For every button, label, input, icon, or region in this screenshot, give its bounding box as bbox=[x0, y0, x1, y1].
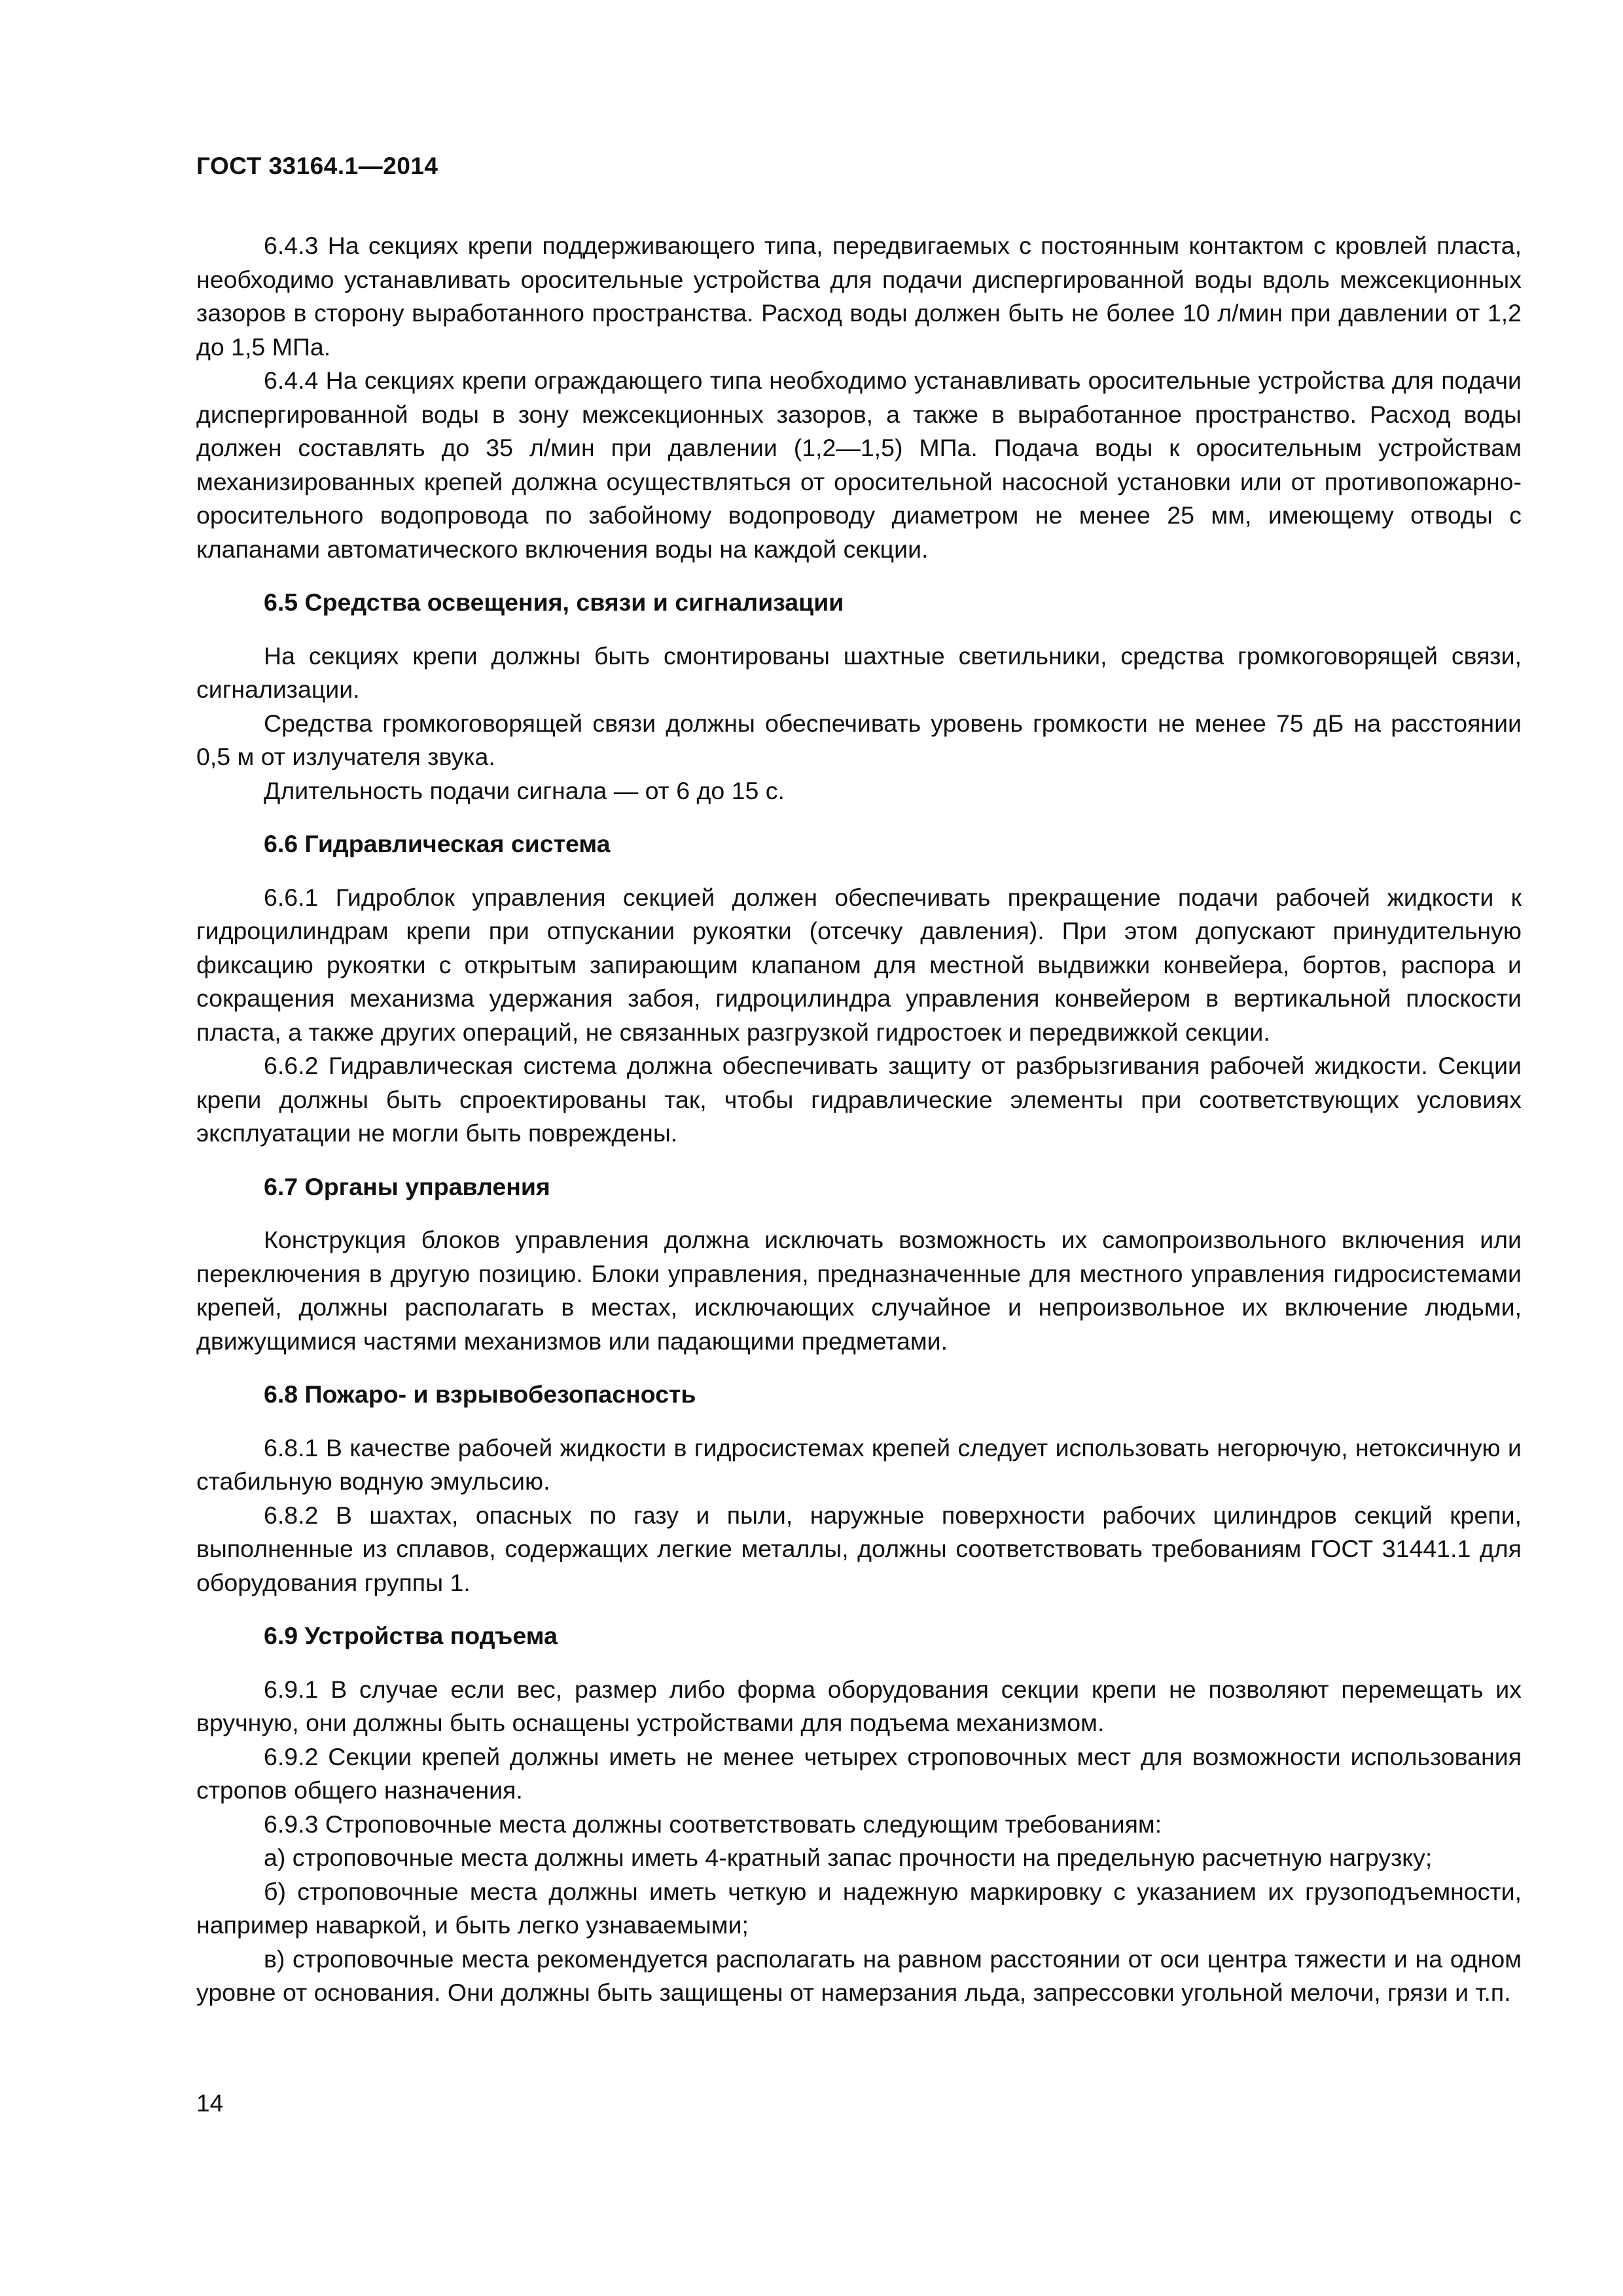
clause-6-7: Конструкция блоков управления должна исключать возможность их самопроизвольного включения или переключения в другую позицию. Блоки управления, предназначенные для местного управления гидросистемами крепей, должны располагать в местах, исключающих случайное и непроизвольное их включение людьми, движущимися частями механизмов или падающими предметами. bbox=[196, 1226, 1522, 1355]
clause-6-5-para-2: Средства громкоговорящей связи должны обеспечивать уровень громкости не менее 75 дБ на расстоянии 0,5 м от излучателя звука. bbox=[196, 709, 1522, 770]
clause-6-5-para-3: Длительность подачи сигнала — от 6 до 15 с. bbox=[264, 776, 785, 804]
clause-6-8-1: 6.8.1 В качестве рабочей жидкости в гидросистемах крепей следует использовать негорючую, нетоксичную и стабильную водную эмульсию. bbox=[196, 1433, 1522, 1495]
section-heading-6-5: 6.5 Средства освещения, связи и сигнализации bbox=[264, 588, 844, 616]
clause-6-5-para-1: На секциях крепи должны быть смонтированы шахтные светильники, средства громкоговорящей связи, сигнализации. bbox=[196, 641, 1522, 703]
page-body bbox=[196, 229, 1522, 2010]
page-number: 14 bbox=[196, 2090, 224, 2117]
clause-6-9-3-item-b: б) строповочные места должны иметь четкую и надежную маркировку с указанием их грузоподъемности, например наваркой, и быть легко узнаваемыми; bbox=[196, 1877, 1522, 1939]
section-heading-6-7: 6.7 Органы управления bbox=[264, 1172, 550, 1200]
clause-6-6-1: 6.6.1 Гидроблок управления секцией должен обеспечивать прекращение подачи рабочей жидкости к гидроцилиндрам крепи при отпускании рукоятки (отсечку давления). При этом допускают принудительную фиксацию рукоятки с открытым запирающим клапаном для местной выдвижки конвейера, бортов, распора и сокращения механизма удержания забоя, гидроцилиндра управления конвейером в вертикальной плоскости пласта, а также других операций, не связанных разгрузкой гидростоек и передвижкой секции. bbox=[196, 883, 1522, 1046]
clause-6-9-3-item-c: в) строповочные места рекомендуется располагать на равном расстоянии от оси центра тяжести и на одном уровне от основания. Они должны быть защищены от намерзания льда, запрессовки угольной мелочи, грязи и т.п. bbox=[196, 1945, 1522, 2006]
section-heading-6-6: 6.6 Гидравлическая система bbox=[264, 830, 611, 857]
standard-designation: ГОСТ 33164.1—2014 bbox=[196, 152, 438, 179]
clause-6-9-3: 6.9.3 Строповочные места должны соответствовать следующим требованиям: bbox=[264, 1810, 1162, 1838]
clause-6-9-3-item-a: а) строповочные места должны иметь 4-кратный запас прочности на предельную расчетную нагрузку; bbox=[264, 1844, 1433, 1871]
clause-6-9-1: 6.9.1 В случае если вес, размер либо форма оборудования секции крепи не позволяют перемещать их вручную, они должны быть оснащены устройствами для подъема механизмом. bbox=[196, 1675, 1522, 1736]
clause-6-9-2: 6.9.2 Секции крепей должны иметь не менее четырех строповочных мест для возможности использования стропов общего назначения. bbox=[196, 1742, 1522, 1804]
clause-6-8-2: 6.8.2 В шахтах, опасных по газу и пыли, наружные поверхности рабочих цилиндров секций крепи, выполненные из сплавов, содержащих легкие металлы, должны соответствовать требованиям ГОСТ 31441.1 для оборудования группы 1. bbox=[196, 1501, 1522, 1596]
section-heading-6-9: 6.9 Устройства подъема bbox=[264, 1622, 558, 1649]
clause-6-4-4: 6.4.4 На секциях крепи ограждающего типа необходимо устанавливать оросительные устройства для подачи диспергированной воды в зону межсекционных зазоров, а также в выработанное пространство. Расход воды должен составлять до 35 л/мин при давлении (1,2—1,5) МПа. Подача воды к оросительным устройствам механизированных крепей должна осуществляться от оросительной насосной установки или от противопожарно-оросительного водопровода по забойному водопроводу диаметром не менее 25 мм, имеющему отводы с клапанами автоматического включения воды на каждой секции. bbox=[196, 367, 1522, 563]
clause-6-6-2: 6.6.2 Гидравлическая система должна обеспечивать защиту от разбрызгивания рабочей жидкости. Секции крепи должны быть спроектированы так, чтобы гидравлические элементы при соответствующих условиях эксплуатации не могли быть повреждены. bbox=[196, 1052, 1522, 1147]
clause-6-4-3: 6.4.3 На секциях крепи поддерживающего типа, передвигаемых с постоянным контактом с кровлей пласта, необходимо устанавливать оросительные устройства для подачи диспергированной воды вдоль межсекционных зазоров в сторону выработанного пространства. Расход воды должен быть не более 10 л/мин при давлении от 1,2 до 1,5 МПа. bbox=[196, 232, 1522, 361]
section-heading-6-8: 6.8 Пожаро- и взрывобезопасность bbox=[264, 1380, 696, 1408]
